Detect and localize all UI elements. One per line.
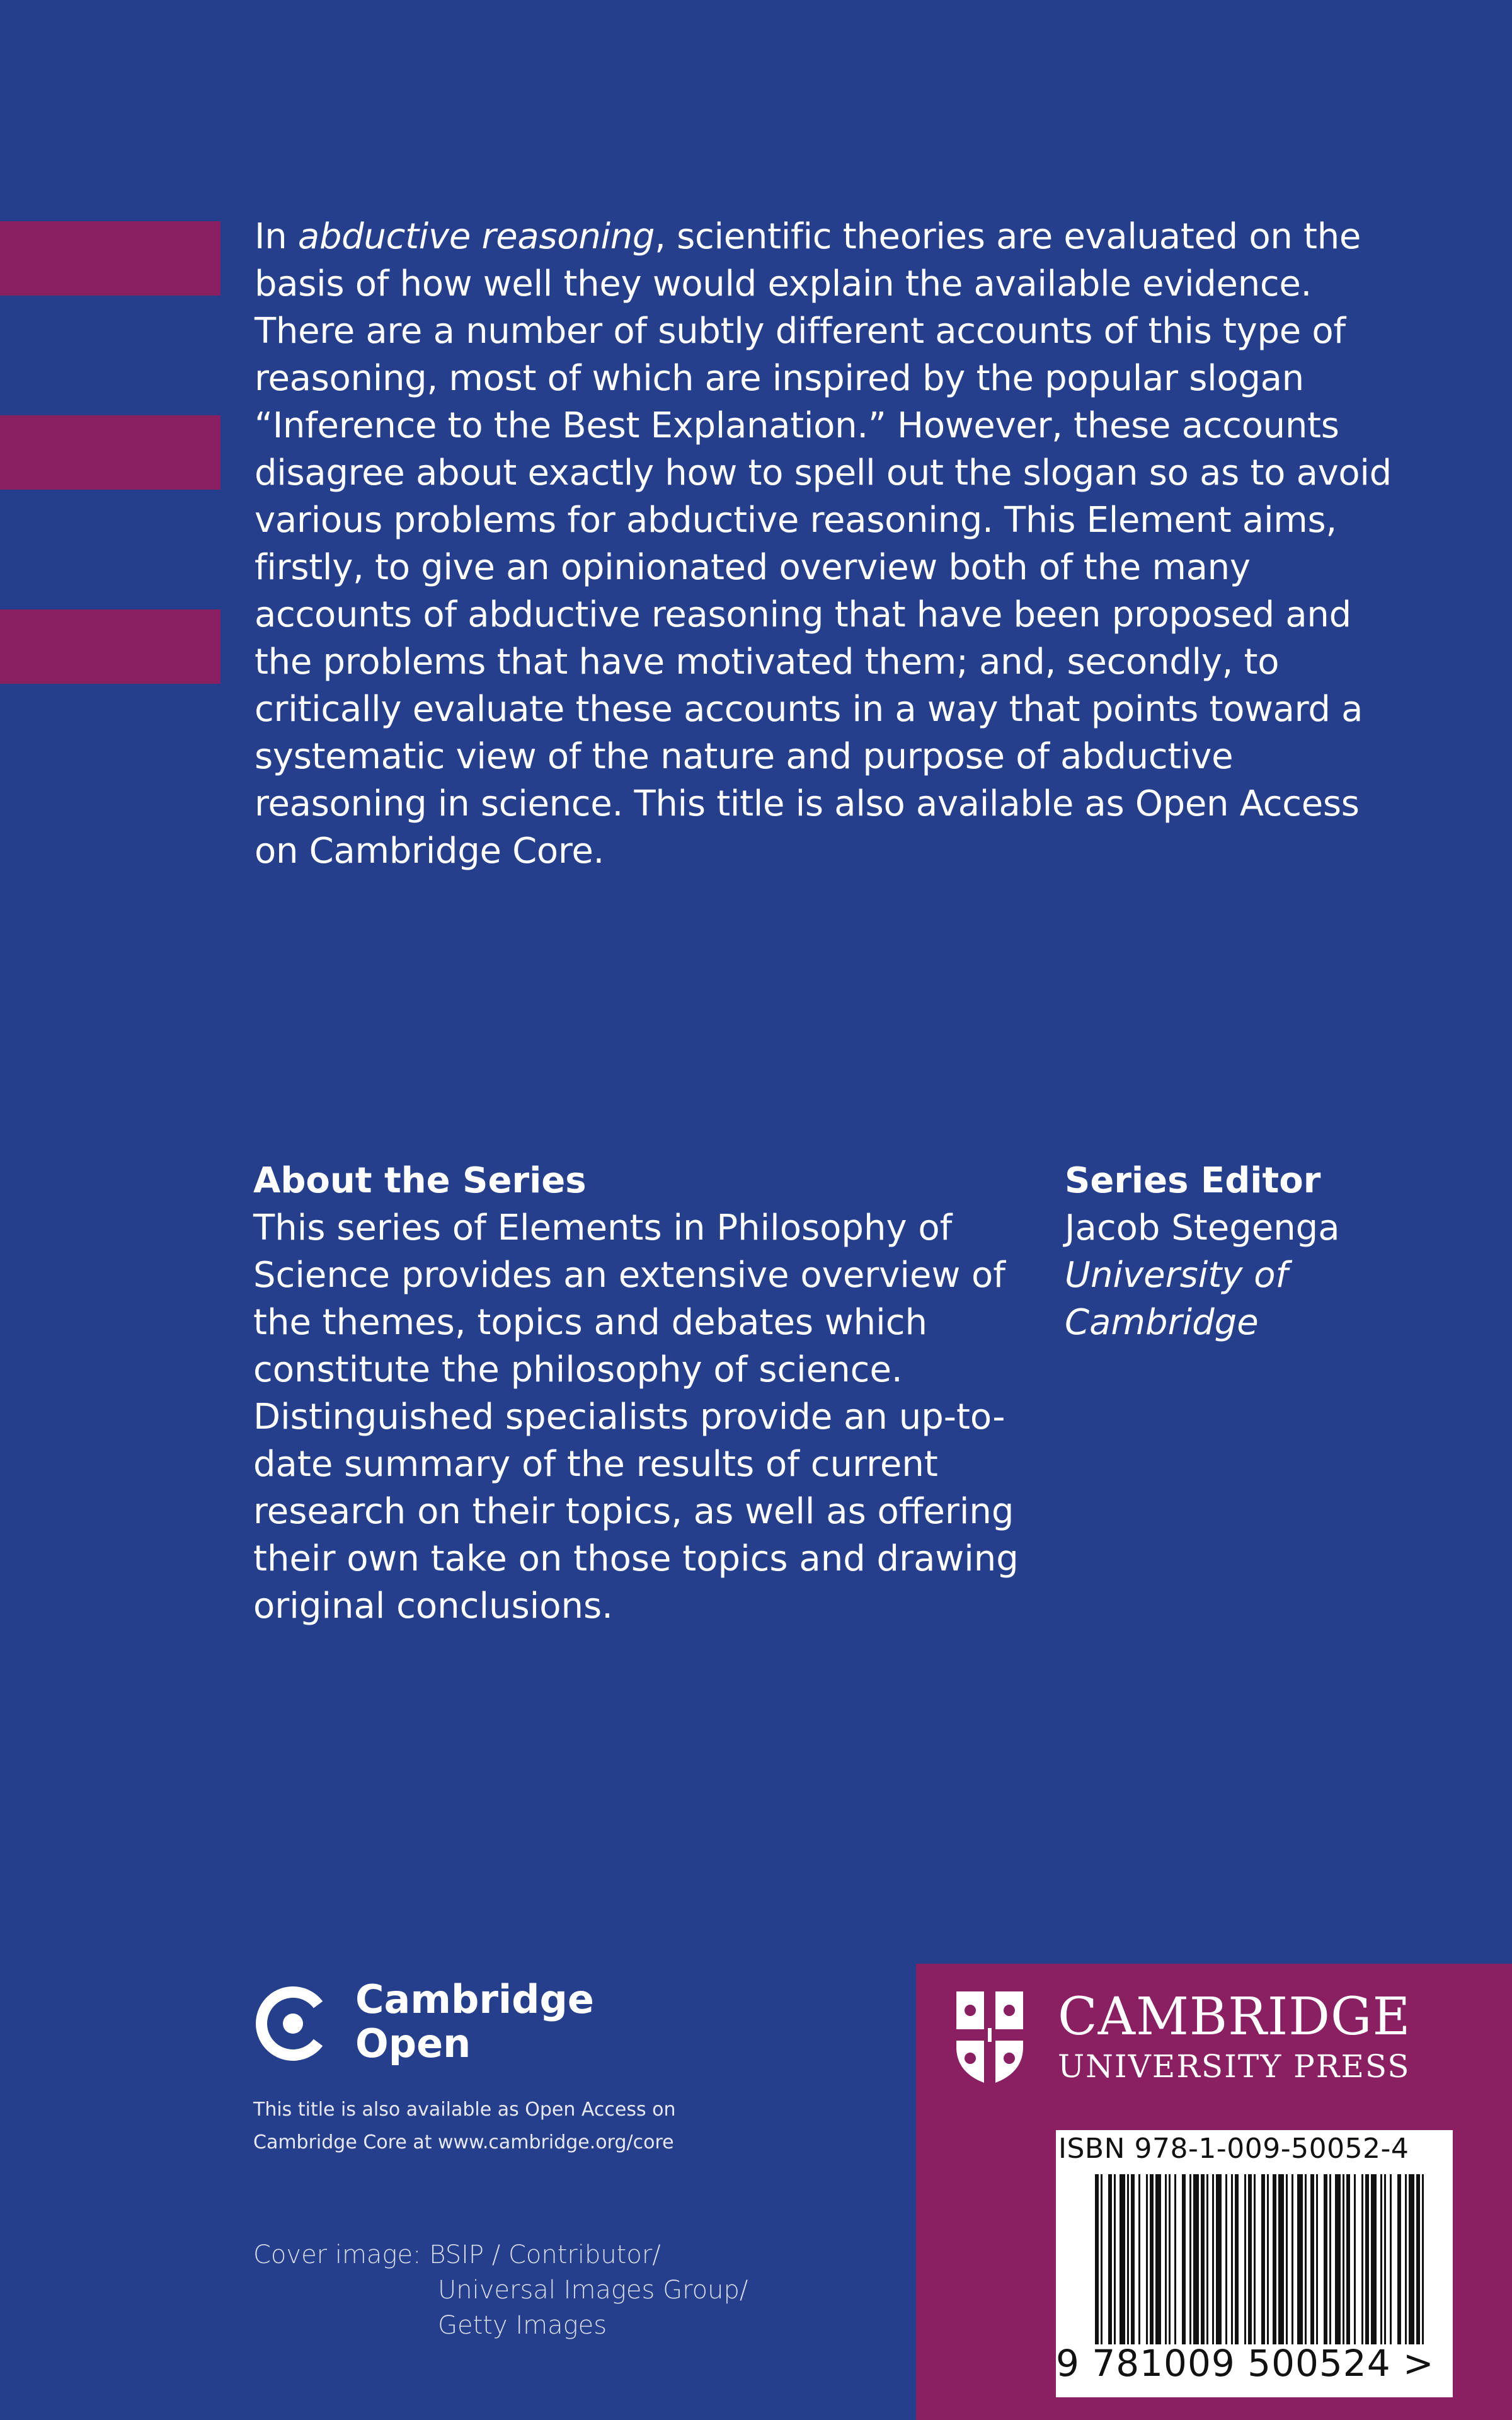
- barcode-bar: [1310, 2174, 1314, 2344]
- barcode-bar: [1422, 2174, 1424, 2344]
- isbn-label: ISBN 978-1-009-50052-4: [1058, 2133, 1409, 2165]
- barcode-bar: [1286, 2174, 1288, 2344]
- barcode-bar: [1165, 2174, 1167, 2344]
- blurb-emphasis: abductive reasoning: [297, 216, 655, 257]
- barcode-bar: [1231, 2174, 1233, 2344]
- open-access-note-line2: Cambridge Core at www.cambridge.org/core: [253, 2131, 674, 2153]
- barcode-bar: [1390, 2174, 1392, 2344]
- barcode-bar: [1254, 2174, 1256, 2344]
- barcode-bar: [1361, 2174, 1363, 2344]
- barcode-bar: [1416, 2174, 1420, 2344]
- isbn-barcode: [1056, 2130, 1453, 2397]
- barcode-bar: [1267, 2174, 1269, 2344]
- barcode-bar: [1354, 2174, 1356, 2344]
- series-editor: [1065, 1157, 1468, 1346]
- barcode-bar: [1095, 2174, 1099, 2344]
- series-editor-name: Jacob Stegenga: [1065, 1207, 1340, 1248]
- barcode-bar: [1114, 2174, 1116, 2344]
- blurb-text: , scientific theories are evaluated on the basis of how well they would explain the available evidence. There are a number of subtly different accounts of this type of reasoning, most of which are inspired by the popular slogan “Inference to the Best Explanation.” However, these accounts disagree about exactly how to spell out the slogan so as to avoid various problems for abductive reasoning. This Element aims, firstly, to give an opinionated overview both of the many accounts of abductive reasoning that have been proposed and the problems that have motivated them; and, secondly, to critically evaluate these accounts in a way that points toward a systematic view of the nature and purpose of abductive reasoning in science. This title is also available as Open Access on Cambridge Core.: [255, 216, 1392, 872]
- barcode-bar: [1150, 2174, 1154, 2344]
- barcode-bar: [1324, 2174, 1327, 2344]
- barcode-bar: [1138, 2174, 1140, 2344]
- barcode-digits: 9 781009 500524 >: [1056, 2342, 1435, 2385]
- publisher-name: [1058, 1988, 1411, 2086]
- barcode-bar: [1206, 2174, 1208, 2344]
- publisher-panel: [916, 1964, 1512, 2420]
- barcode-bar: [1384, 2174, 1386, 2344]
- series-editor-heading: Series Editor: [1065, 1160, 1321, 1201]
- university-crest-icon: [954, 1989, 1026, 2087]
- barcode-bar: [1278, 2174, 1284, 2344]
- about-series: [253, 1157, 1034, 1630]
- barcode-bar: [1261, 2174, 1265, 2344]
- barcode-bar: [1409, 2174, 1414, 2344]
- barcode-bar: [1189, 2174, 1191, 2344]
- open-access-note-line1: This title is also available as Open Access on: [253, 2099, 676, 2121]
- barcode-bar: [1371, 2174, 1377, 2344]
- barcode-bar: [1343, 2174, 1344, 2344]
- barcode-bar: [1225, 2174, 1227, 2344]
- barcode-bar: [1127, 2174, 1129, 2344]
- barcode-bars: [1058, 2174, 1450, 2344]
- open-access-note: [253, 2094, 820, 2159]
- barcode-bar: [1216, 2174, 1222, 2344]
- barcode-bar: [1108, 2174, 1112, 2344]
- accent-stripe-1: [0, 221, 220, 296]
- barcode-bar: [1380, 2174, 1382, 2344]
- barcode-bar: [1316, 2174, 1318, 2344]
- publisher-name-line2: UNIVERSITY PRESS: [1058, 2048, 1411, 2085]
- barcode-bar: [1146, 2174, 1148, 2344]
- barcode-bar: [1155, 2174, 1161, 2344]
- barcode-bar: [1244, 2174, 1246, 2344]
- barcode-bar: [1235, 2174, 1239, 2344]
- barcode-bar: [1273, 2174, 1276, 2344]
- barcode-bar: [1212, 2174, 1214, 2344]
- accent-stripe-3: [0, 609, 220, 684]
- barcode-bar: [1365, 2174, 1369, 2344]
- credit-line1: Cover image: BSIP / Contributor/: [253, 2240, 661, 2269]
- credit-line2: Universal Images Group/: [438, 2276, 748, 2305]
- barcode-bar: [1248, 2174, 1252, 2344]
- barcode-bar: [1101, 2174, 1102, 2344]
- barcode-bar: [1305, 2174, 1307, 2344]
- barcode-bar: [1335, 2174, 1341, 2344]
- blurb-lead: In: [255, 216, 298, 257]
- credit-line3: Getty Images: [438, 2311, 607, 2340]
- series-editor-affiliation-1: University of: [1065, 1255, 1288, 1296]
- barcode-bar: [1397, 2174, 1401, 2344]
- barcode-bar: [1169, 2174, 1171, 2344]
- accent-stripe-2: [0, 415, 220, 490]
- about-series-text: This series of Elements in Philosophy of Science provides an extensive overview of the themes, topics and debates which constitute the philosophy of science. Distinguished specialists provide an up-to-date summary of the results of current research on their topics, as well as offering their own take on those topics and drawing original conclusions.: [253, 1207, 1019, 1627]
- barcode-bar: [1193, 2174, 1199, 2344]
- about-series-heading: About the Series: [253, 1160, 587, 1201]
- cambridge-open-wordmark: [355, 1978, 594, 2066]
- barcode-bar: [1292, 2174, 1293, 2344]
- barcode-bar: [1346, 2174, 1350, 2344]
- barcode-bar: [1329, 2174, 1331, 2344]
- barcode-bar: [1201, 2174, 1205, 2344]
- cambridge-open-line2: Open: [355, 2020, 471, 2066]
- barcode-bar: [1174, 2174, 1176, 2344]
- publisher-name-line1: CAMBRIDGE: [1058, 1987, 1411, 2047]
- series-editor-affiliation-2: Cambridge: [1065, 1302, 1259, 1343]
- barcode-bar: [1120, 2174, 1125, 2344]
- book-blurb: [255, 213, 1414, 875]
- barcode-bar: [1297, 2174, 1303, 2344]
- cambridge-open-icon: [253, 1984, 333, 2063]
- cover-image-credit: [253, 2237, 748, 2343]
- barcode-bar: [1405, 2174, 1407, 2344]
- cambridge-open-line1: Cambridge: [355, 1976, 594, 2022]
- barcode-bar: [1182, 2174, 1186, 2344]
- barcode-bar: [1131, 2174, 1135, 2344]
